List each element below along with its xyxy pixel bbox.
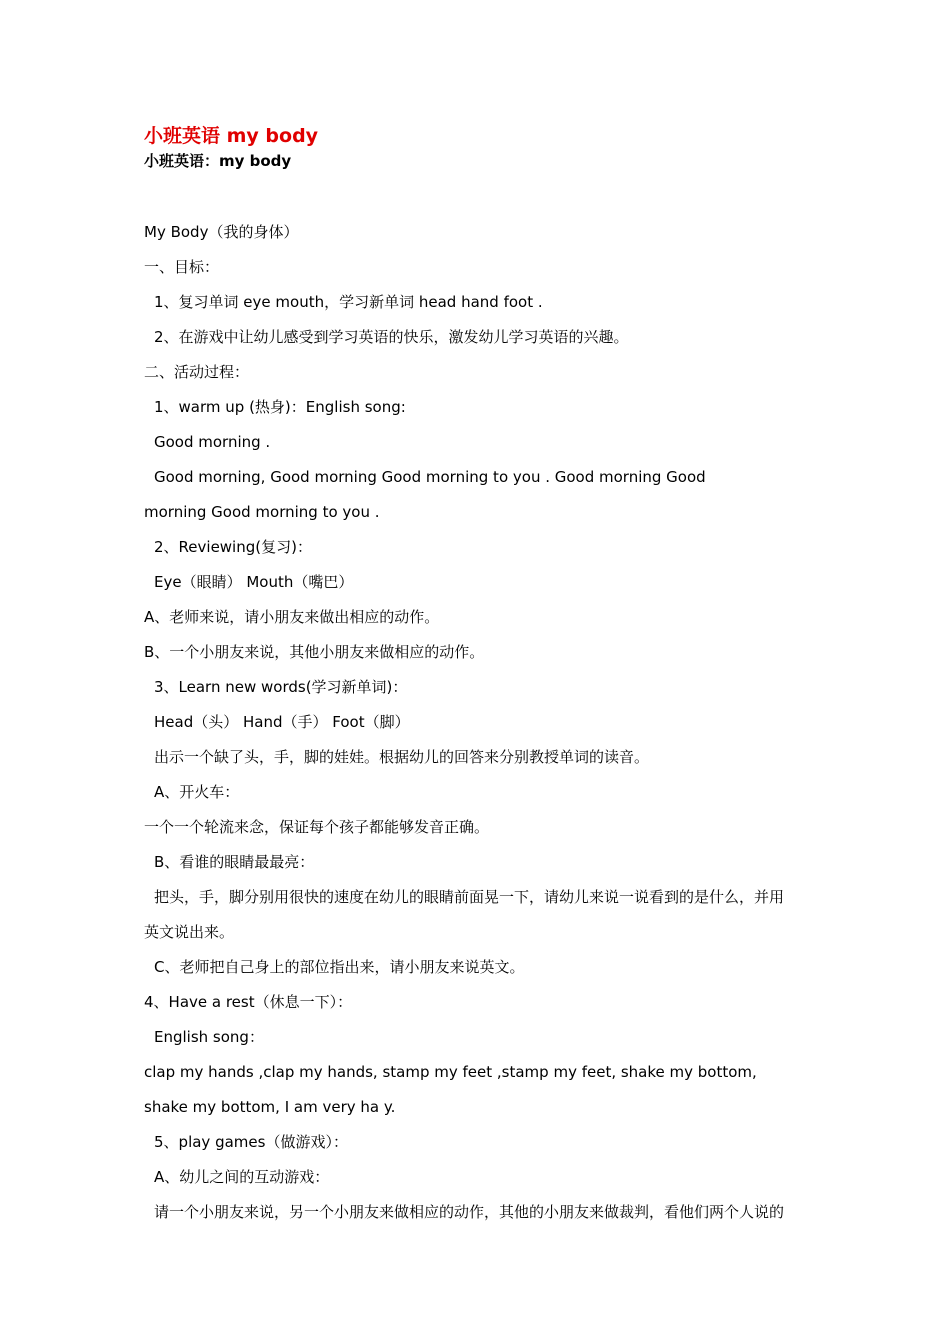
body-line: Good morning, Good morning Good morning to you . Good morning Good [154,468,706,486]
body-line: 1、复习单词 eye mouth，学习新单词 head hand foot . [154,293,543,311]
body-line: 5、play games（做游戏）： [154,1133,348,1151]
body-line: 2、Reviewing(复习)： [154,538,312,556]
body-line: B、看谁的眼睛最最亮： [154,853,315,871]
body-line: Head（头） Hand（手） Foot（脚） [154,713,410,731]
spacer [144,172,816,215]
body-line: A、老师来说，请小朋友来做出相应的动作。 [144,608,440,626]
body-line: 出示一个缺了头，手，脚的娃娃。根据幼儿的回答来分别教授单词的读音。 [154,748,650,766]
body-line: shake my bottom, I am very ha y. [144,1098,396,1116]
document-title: 小班英语 my body [144,125,319,147]
body-line: morning Good morning to you . [144,503,380,521]
body-line: A、开火车： [154,783,240,801]
body-line: Good morning . [154,433,271,451]
document-subtitle: 小班英语：my body [144,152,292,170]
body-line: 英文说出来。 [144,923,235,941]
body-line: 1、warm up (热身)：English song: [154,398,406,416]
body-line: 一、目标： [144,258,220,276]
body-line: clap my hands ,clap my hands, stamp my feet ,stamp my feet, shake my bottom, [144,1063,757,1081]
body-line: B、一个小朋友来说，其他小朋友来做相应的动作。 [144,643,485,661]
body-line: 二、活动过程： [144,363,250,381]
body-line: English song： [154,1028,264,1046]
body-line: Eye（眼睛） Mouth（嘴巴） [154,573,354,591]
body-line: A、幼儿之间的互动游戏： [154,1168,330,1186]
body-line: My Body（我的身体） [144,223,299,241]
body-line: C、老师把自己身上的部位指出来，请小朋友来说英文。 [154,958,525,976]
body-line: 2、在游戏中让幼儿感受到学习英语的快乐，激发幼儿学习英语的兴趣。 [154,328,629,346]
document-page [144,120,816,1230]
body-line: 把头，手，脚分别用很快的速度在幼儿的眼睛前面晃一下，请幼儿来说一说看到的是什么，并用 [154,888,785,906]
body-line: 3、Learn new words(学习新单词)： [154,678,408,696]
body-line: 请一个小朋友来说，另一个小朋友来做相应的动作，其他的小朋友来做裁判，看他们两个人说的 [154,1203,785,1221]
body-line: 一个一个轮流来念，保证每个孩子都能够发音正确。 [144,818,490,836]
document-body [144,215,816,1230]
body-line: 4、Have a rest（休息一下）： [144,993,353,1011]
